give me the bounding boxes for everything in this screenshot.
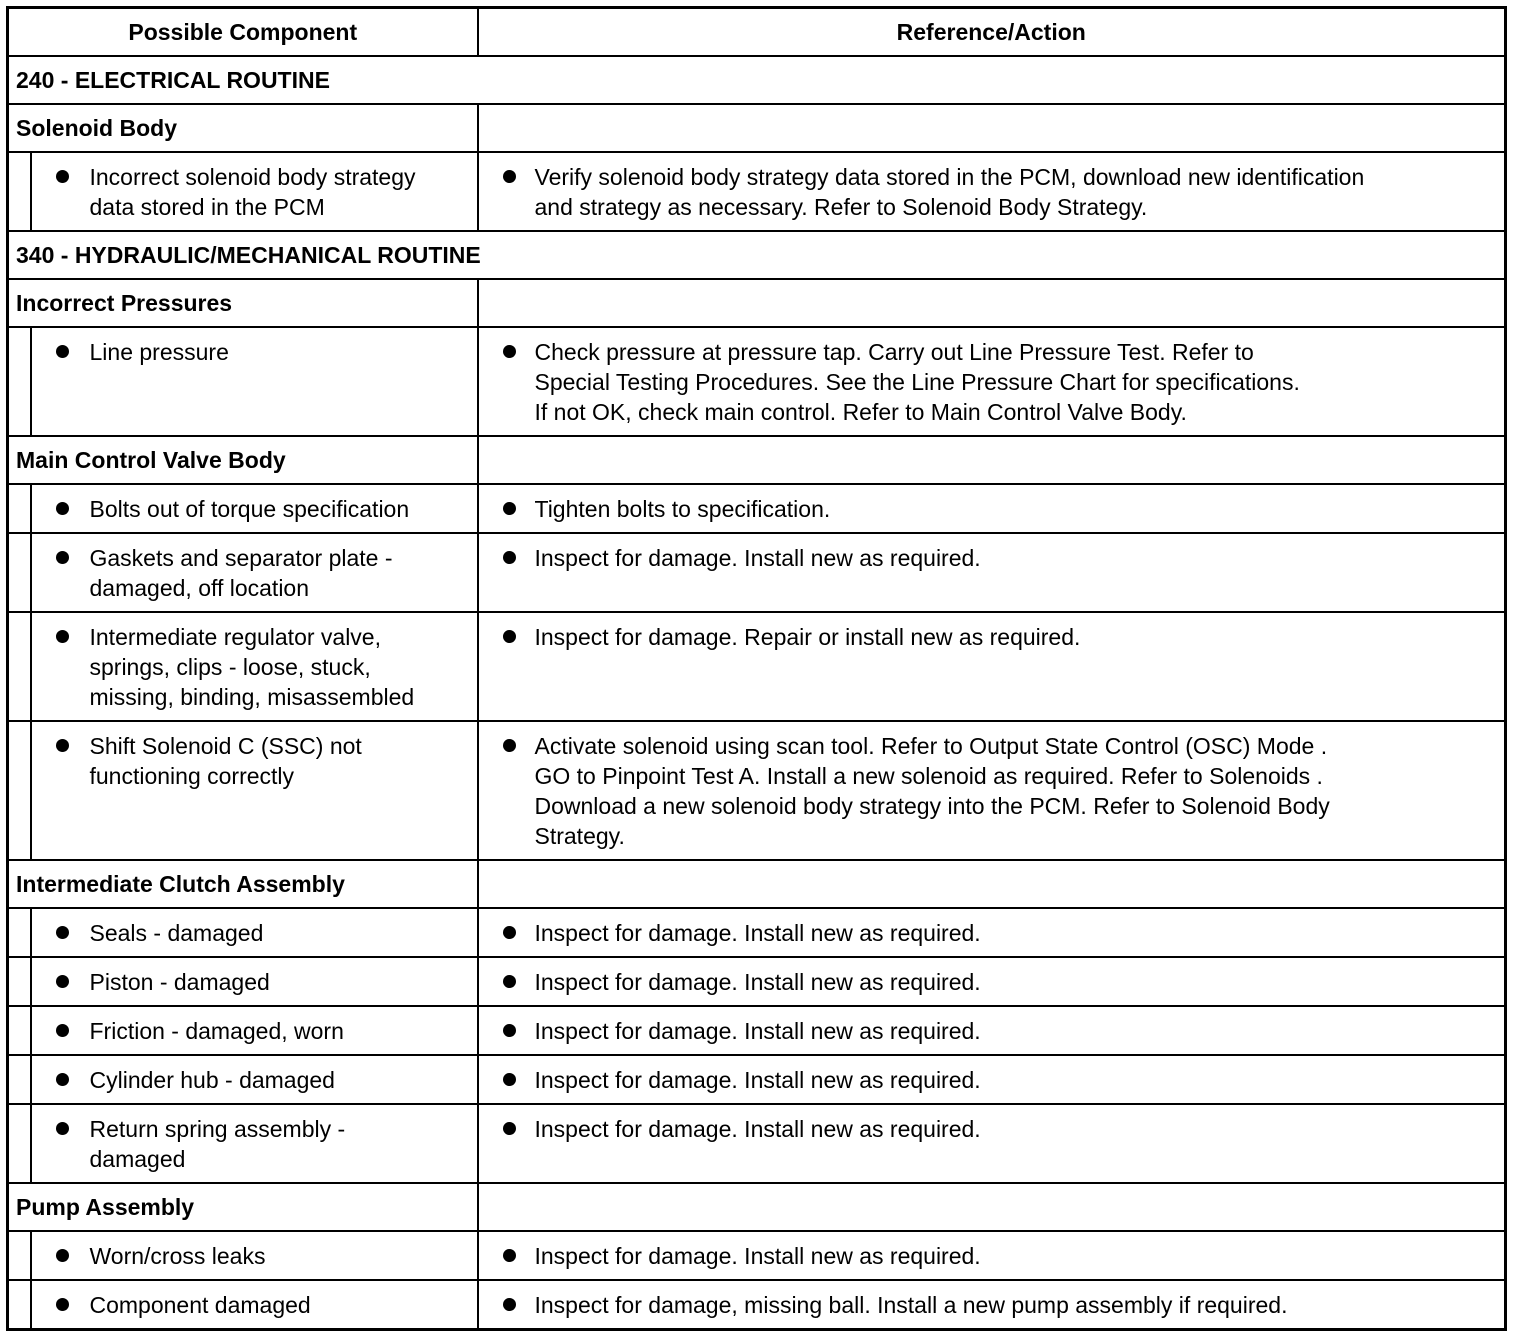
indent-cell [8,327,31,436]
group-row [8,279,1506,327]
component-text: Component damaged [89,1292,311,1318]
bullet-icon [503,551,516,564]
component-cell [32,1056,477,1103]
group-empty-cell [478,279,1506,327]
action-text: and strategy as necessary. Refer to Solenoid Body Strategy. [534,194,1148,220]
action-column [478,957,1506,1006]
bullet-icon [56,1249,69,1262]
action-text: Tighten bolts to specification. [534,496,831,522]
bullet-icon [503,1249,516,1262]
bullet-icon [503,345,516,358]
action-text: Inspect for damage. Install new as required. [534,920,981,946]
table-row [8,1006,1506,1055]
action-text: Verify solenoid body strategy data stored in the PCM, download new identification [534,164,1365,190]
component-column [31,1280,478,1330]
component-column [31,484,478,533]
diagnostic-table [6,6,1507,1331]
indent-cell [8,533,31,612]
component-column [31,957,478,1006]
indent-cell [8,1006,31,1055]
action-cell [479,958,1505,1005]
action-text: Strategy. [534,823,625,849]
component-column [31,1231,478,1280]
action-column [478,721,1506,860]
component-cell [32,1281,477,1328]
component-column [31,721,478,860]
bullet-icon [503,926,516,939]
bullet-icon [503,630,516,643]
action-cell [479,1007,1505,1054]
component-text: Piston - damaged [89,969,270,995]
indent-cell [8,1104,31,1183]
action-column [478,1006,1506,1055]
section-title: 340 - HYDRAULIC/MECHANICAL ROUTINE [8,231,1506,279]
component-cell [32,534,477,611]
action-column [478,612,1506,721]
component-text: Gaskets and separator plate - [89,545,393,571]
action-cell [479,1232,1505,1279]
component-cell [32,328,477,375]
group-label: Solenoid Body [8,104,478,152]
indent-cell [8,1055,31,1104]
action-text: Inspect for damage. Install new as required. [534,1116,981,1142]
component-column [31,327,478,436]
section-row [8,231,1506,279]
table-row [8,1055,1506,1104]
bullet-icon [56,739,69,752]
component-text: functioning correctly [89,763,295,789]
component-text: Cylinder hub - damaged [89,1067,335,1093]
component-text: damaged, off location [89,575,310,601]
action-text: Inspect for damage. Install new as required. [534,1243,981,1269]
bullet-icon [56,630,69,643]
table-row [8,1280,1506,1330]
action-cell [479,328,1505,435]
action-cell [479,485,1505,532]
component-cell [32,1232,477,1279]
component-text: Shift Solenoid C (SSC) not [89,733,362,759]
group-empty-cell [478,1183,1506,1231]
header-row [8,8,1506,57]
component-column [31,1055,478,1104]
action-text: Inspect for damage. Install new as required. [534,545,981,571]
table-row [8,612,1506,721]
group-label: Incorrect Pressures [8,279,478,327]
component-column [31,533,478,612]
action-column [478,1280,1506,1330]
bullet-icon [503,1298,516,1311]
component-cell [32,909,477,956]
bullet-icon [503,1122,516,1135]
bullet-icon [56,1024,69,1037]
action-column [478,484,1506,533]
component-text: Worn/cross leaks [89,1243,266,1269]
component-cell [32,613,477,720]
action-cell [479,613,1505,660]
action-cell [479,153,1505,230]
group-label: Intermediate Clutch Assembly [8,860,478,908]
indent-cell [8,484,31,533]
bullet-icon [56,502,69,515]
bullet-icon [56,1298,69,1311]
component-text: Friction - damaged, worn [89,1018,344,1044]
component-column [31,612,478,721]
action-column [478,533,1506,612]
action-column [478,327,1506,436]
section-row [8,56,1506,104]
component-text: Seals - damaged [89,920,264,946]
group-label: Main Control Valve Body [8,436,478,484]
bullet-icon [503,1073,516,1086]
action-column [478,152,1506,231]
table-row [8,1231,1506,1280]
action-text: Inspect for damage. Install new as required. [534,969,981,995]
component-cell [32,1007,477,1054]
group-empty-cell [478,436,1506,484]
group-row [8,1183,1506,1231]
table-row [8,327,1506,436]
bullet-icon [56,975,69,988]
component-cell [32,485,477,532]
table-row [8,721,1506,860]
indent-cell [8,1280,31,1330]
component-cell [32,722,477,799]
table-row [8,957,1506,1006]
component-text: Incorrect solenoid body strategy [89,164,416,190]
bullet-icon [503,975,516,988]
component-column [31,152,478,231]
component-text: springs, clips - loose, stuck, [89,654,371,680]
component-cell [32,1105,477,1182]
component-text: missing, binding, misassembled [89,684,415,710]
bullet-icon [56,1122,69,1135]
action-text: Download a new solenoid body strategy into the PCM. Refer to Solenoid Body [534,793,1330,819]
action-cell [479,534,1505,581]
group-row [8,860,1506,908]
bullet-icon [503,739,516,752]
indent-cell [8,908,31,957]
group-label: Pump Assembly [8,1183,478,1231]
indent-cell [8,152,31,231]
component-text: damaged [89,1146,186,1172]
component-column [31,1104,478,1183]
bullet-icon [56,345,69,358]
action-text: Special Testing Procedures. See the Line Pressure Chart for specifications. [534,369,1300,395]
table-row [8,1104,1506,1183]
component-text: Bolts out of torque specification [89,496,410,522]
action-cell [479,1056,1505,1103]
action-column [478,1055,1506,1104]
component-cell [32,153,477,230]
component-column [31,908,478,957]
indent-cell [8,1231,31,1280]
table-row [8,533,1506,612]
component-text: Line pressure [89,339,229,365]
action-text: GO to Pinpoint Test A. Install a new solenoid as required. Refer to Solenoids . [534,763,1323,789]
indent-cell [8,612,31,721]
header-possible-component: Possible Component [8,8,478,57]
bullet-icon [56,926,69,939]
group-row [8,436,1506,484]
action-text: Inspect for damage. Install new as required. [534,1018,981,1044]
bullet-icon [56,170,69,183]
bullet-icon [503,1024,516,1037]
group-empty-cell [478,104,1506,152]
action-text: If not OK, check main control. Refer to Main Control Valve Body. [534,399,1187,425]
action-text: Inspect for damage. Repair or install new as required. [534,624,1081,650]
action-text: Activate solenoid using scan tool. Refer to Output State Control (OSC) Mode . [534,733,1328,759]
component-cell [32,958,477,1005]
group-row [8,104,1506,152]
action-cell [479,1281,1505,1328]
component-text: data stored in the PCM [89,194,325,220]
table-row [8,152,1506,231]
component-text: Intermediate regulator valve, [89,624,381,650]
component-text: Return spring assembly - [89,1116,346,1142]
table-row [8,908,1506,957]
action-cell [479,722,1505,859]
action-text: Check pressure at pressure tap. Carry out Line Pressure Test. Refer to [534,339,1254,365]
indent-cell [8,957,31,1006]
bullet-icon [56,1073,69,1086]
action-column [478,1231,1506,1280]
header-reference-action: Reference/Action [478,8,1506,57]
action-cell [479,1105,1505,1152]
component-column [31,1006,478,1055]
table-row [8,484,1506,533]
bullet-icon [56,551,69,564]
group-empty-cell [478,860,1506,908]
action-column [478,1104,1506,1183]
bullet-icon [503,502,516,515]
action-text: Inspect for damage, missing ball. Install a new pump assembly if required. [534,1292,1288,1318]
action-cell [479,909,1505,956]
section-title: 240 - ELECTRICAL ROUTINE [8,56,1506,104]
bullet-icon [503,170,516,183]
indent-cell [8,721,31,860]
action-text: Inspect for damage. Install new as required. [534,1067,981,1093]
action-column [478,908,1506,957]
